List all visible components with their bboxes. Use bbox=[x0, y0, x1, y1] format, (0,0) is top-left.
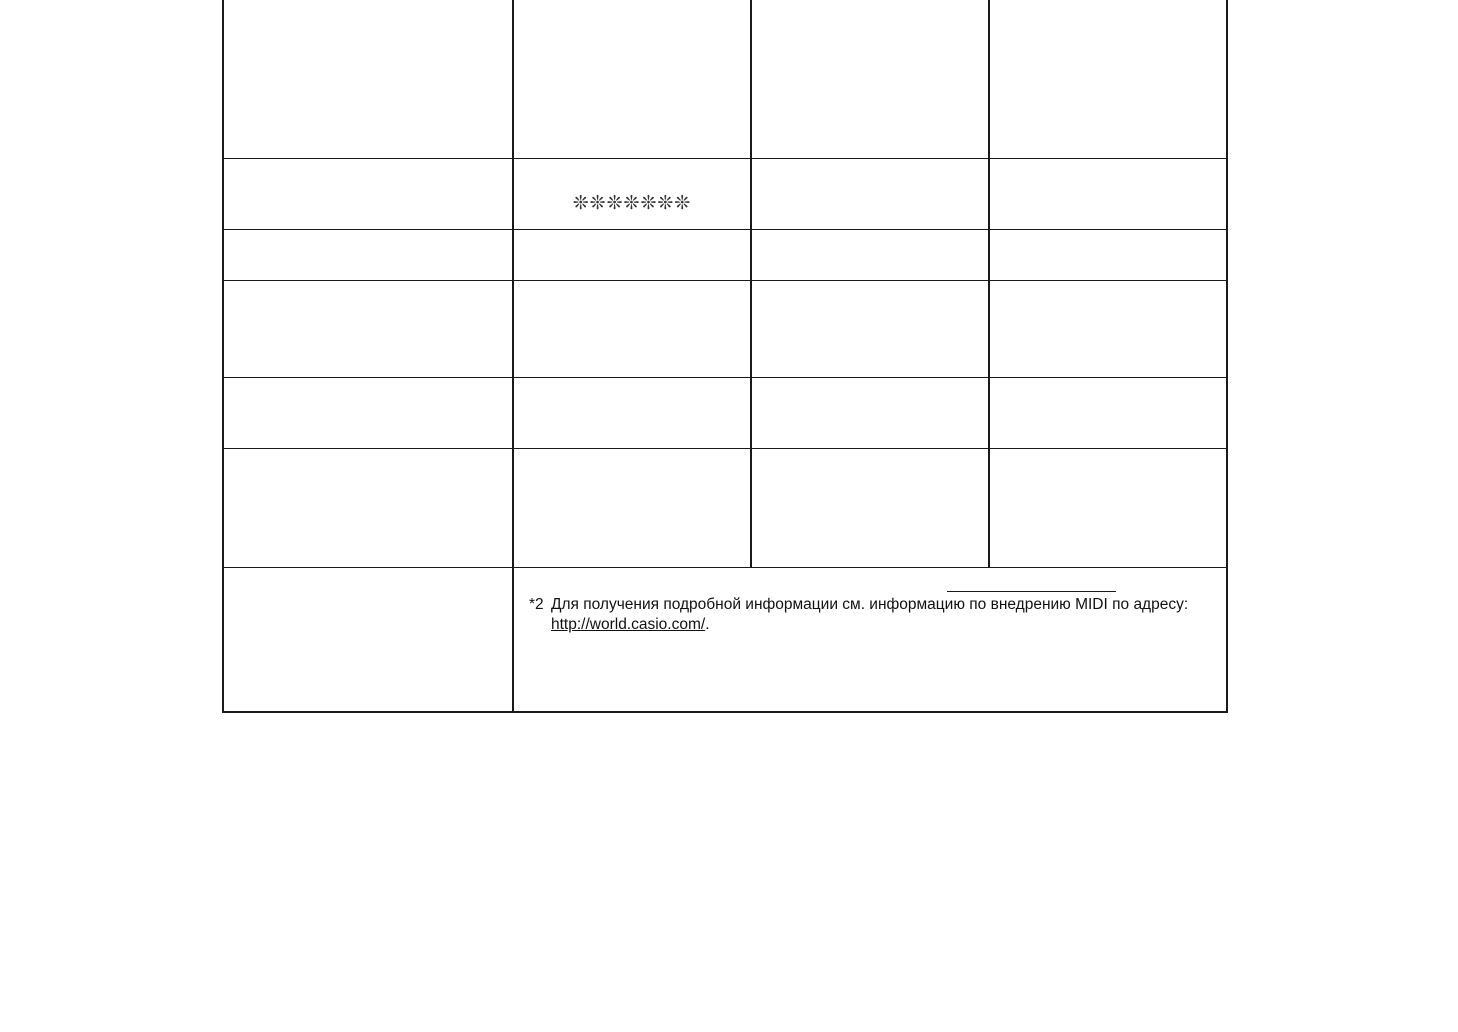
footnote-marker: *2 bbox=[529, 596, 544, 613]
footnote-text: Для получения подробной информации см. информацию по внедрению MIDI по адресу: bbox=[551, 596, 1189, 613]
table-border-bottom bbox=[222, 711, 1228, 713]
asterisk-marks: ❊❊❊❊❊❊❊ bbox=[572, 193, 692, 214]
footnote-body bbox=[551, 595, 1219, 635]
table-row-divider bbox=[222, 377, 1228, 378]
table-column-divider bbox=[988, 0, 990, 568]
table-row-divider bbox=[222, 567, 1228, 568]
table-border-left bbox=[222, 0, 224, 713]
table-column-divider bbox=[512, 0, 514, 713]
table-column-divider bbox=[750, 0, 752, 568]
casio-website-link[interactable]: http://world.casio.com/ bbox=[551, 616, 706, 633]
table-row-divider bbox=[222, 448, 1228, 449]
footnote bbox=[529, 595, 1219, 635]
table-row-divider bbox=[222, 158, 1228, 159]
underline-rule bbox=[947, 591, 1116, 592]
footnote-period: . bbox=[705, 616, 710, 633]
table-border-right bbox=[1226, 0, 1228, 713]
table-row-divider bbox=[222, 229, 1228, 230]
table-row-divider bbox=[222, 280, 1228, 281]
